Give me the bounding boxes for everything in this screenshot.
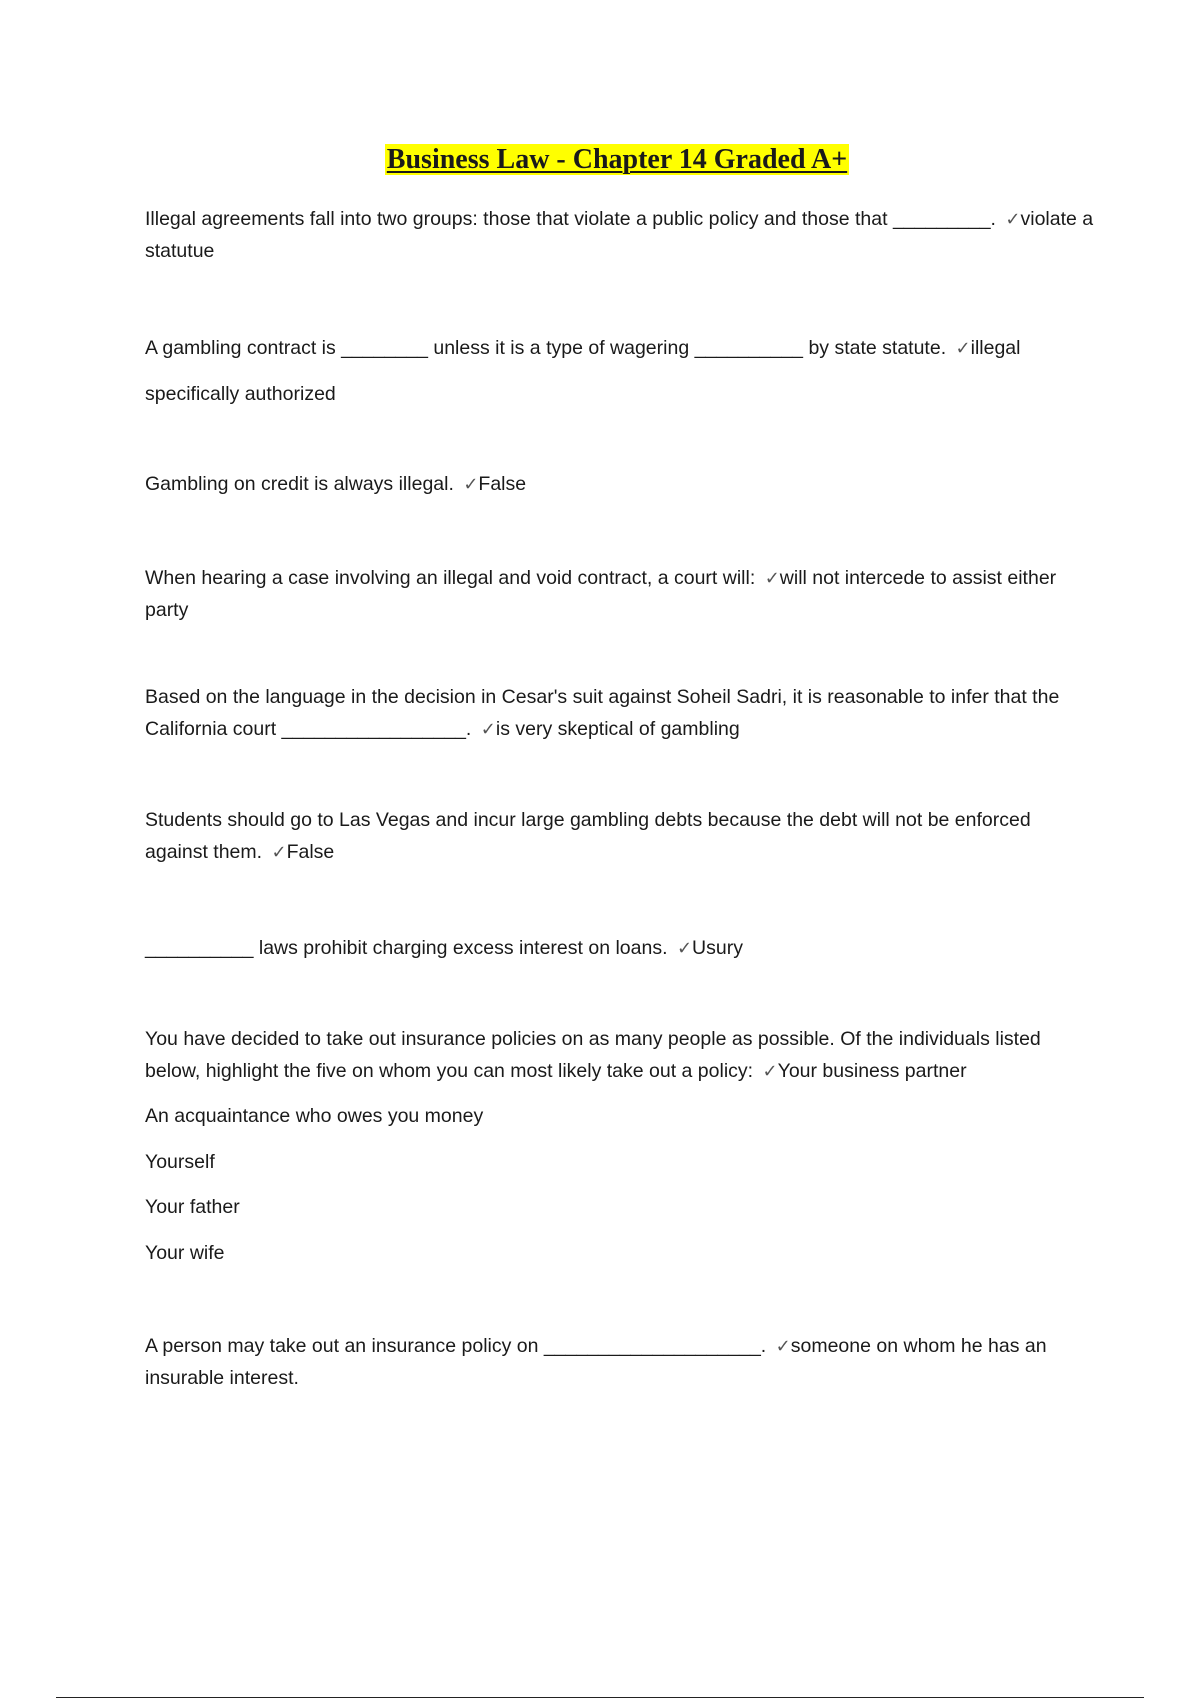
question-text: You have decided to take out insurance policies on as many people as possible. Of the individuals listed below, highlight the five on whom you can most likely take out a policy: [145,1028,1041,1082]
answer-text: will not intercede to assist either party [145,567,1057,621]
check-mark-icon: ✓ [762,1061,778,1081]
check-mark-icon: ✓ [480,719,496,739]
check-mark-icon: ✓ [463,474,479,494]
answer-list-item: Your father [145,1196,240,1218]
answer-text: someone on whom he has an insurable interest. [145,1335,1047,1389]
answer-text: illegal specifically authorized [145,337,1021,405]
question-text: Based on the language in the decision in Cesar's suit against Soheil Sadri, it is reasonable to infer that the California court _________________. [145,686,1060,740]
check-mark-icon: ✓ [955,338,971,358]
question-text: A person may take out an insurance policy on ____________________. [145,1335,767,1357]
check-mark-icon: ✓ [775,1336,791,1356]
question-text: Students should go to Las Vegas and incur large gambling debts because the debt will not be enforced against them. [145,809,1031,863]
answer-list-item: Yourself [145,1151,215,1173]
answer-list-item: Your wife [145,1242,225,1264]
qa-item-9 [145,1330,1095,1394]
title-text: Business Law - Chapter 14 Graded A+ [386,144,848,175]
answer-list-item: An acquaintance who owes you money [145,1105,484,1127]
check-mark-icon: ✓ [676,938,693,958]
check-mark-icon: ✓ [271,842,287,862]
page-title [0,142,1200,178]
answer-text: False [478,473,527,495]
answer-text: Your business partner [777,1060,967,1082]
check-mark-icon: ✓ [764,568,780,588]
answer-text: Usury [692,937,743,959]
qa-item-5 [145,681,1095,745]
qa-item-2 [145,325,1095,417]
answer-text: violate a statutue [145,208,1094,262]
qa-item-1 [145,203,1095,267]
qa-item-3 [145,468,1095,500]
qa-item-4 [145,562,1095,626]
answer-text: is very skeptical of gambling [495,718,740,740]
answer-text: False [286,841,335,863]
check-mark-icon: ✓ [1005,209,1021,229]
question-text: Gambling on credit is always illegal. [145,473,454,495]
question-text: When hearing a case involving an illegal and void contract, a court will: [145,567,756,589]
qa-item-7 [145,932,1095,964]
question-text: __________ laws prohibit charging excess interest on loans. [145,937,668,959]
footer-divider [56,1697,1144,1698]
question-text: A gambling contract is ________ unless it is a type of wagering __________ by state statute. [145,337,947,359]
qa-item-8 [145,1023,1095,1087]
qa-item-6 [145,804,1095,868]
question-text: Illegal agreements fall into two groups: those that violate a public policy and those that _________. [145,208,996,230]
